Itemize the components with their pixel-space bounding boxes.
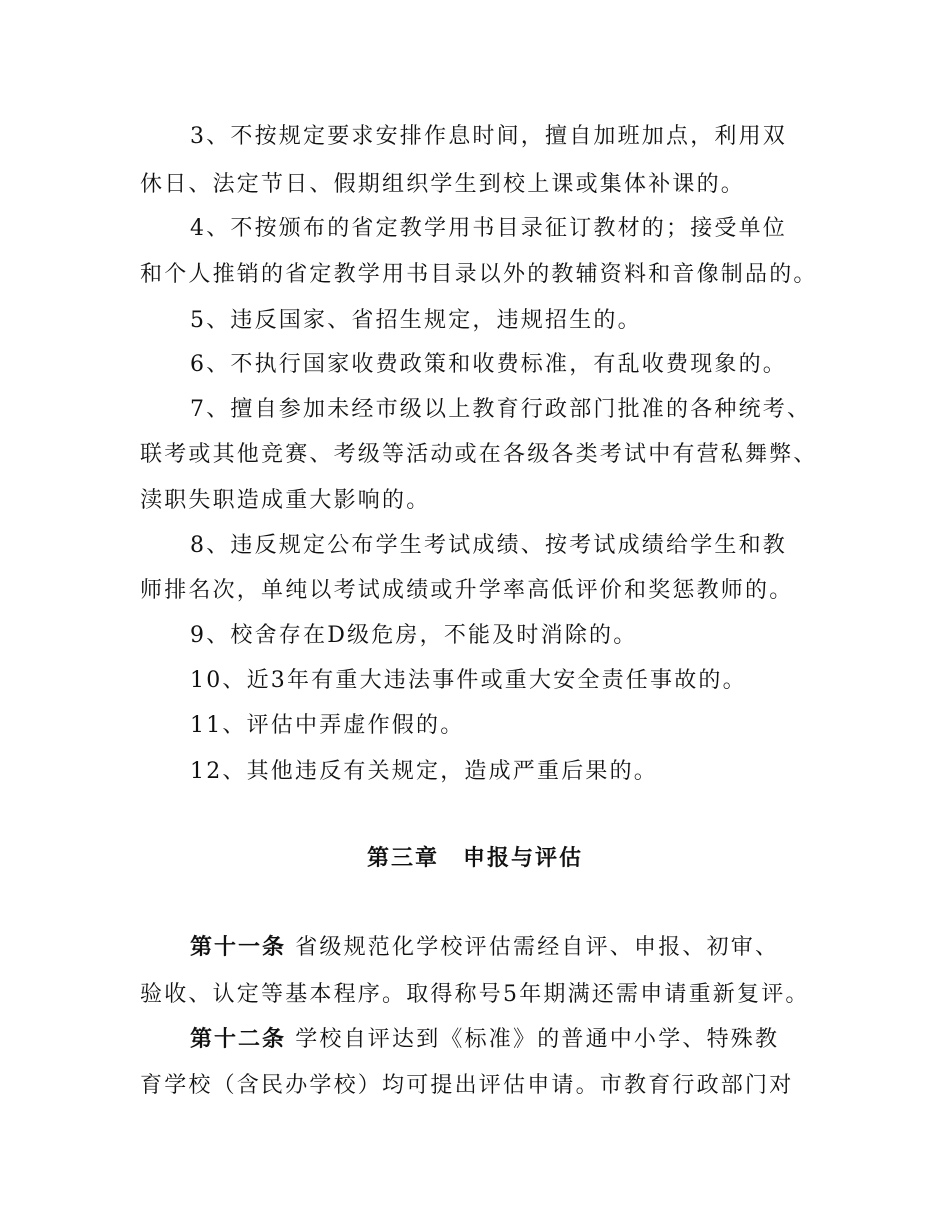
item-3-line-2: 休日、法定节日、假期组织学生到校上课或集体补课的。 bbox=[140, 172, 746, 197]
article-12-text-1: 学校自评达到《标准》的普通中小学、特殊教 bbox=[286, 1027, 780, 1052]
article-11-line-2: 验收、认定等基本程序。取得称号5年期满还需申请重新复评。 bbox=[140, 982, 810, 1007]
item-10: 10、近3年有重大违法事件或重大安全责任事故的。 bbox=[190, 668, 747, 693]
article-11-text-1: 省级规范化学校评估需经自评、申报、初审、 bbox=[286, 935, 780, 960]
item-6: 6、不执行国家收费政策和收费标准，有乱收费现象的。 bbox=[190, 352, 787, 377]
article-11-line-1 bbox=[190, 933, 779, 963]
item-12: 12、其他违反有关规定，造成严重后果的。 bbox=[190, 759, 658, 784]
item-7-line-1: 7、擅自参加未经市级以上教育行政部门批准的各种统考、 bbox=[190, 397, 812, 422]
item-4-line-2: 和个人推销的省定教学用书目录以外的教辅资料和音像制品的。 bbox=[140, 262, 818, 287]
chapter-heading: 第三章 申报与评估 bbox=[366, 846, 583, 871]
item-8-line-2: 师排名次，单纯以考试成绩或升学率高低评价和奖惩教师的。 bbox=[140, 578, 794, 603]
article-12-title: 第十二条 bbox=[190, 1027, 287, 1052]
item-8-line-1: 8、违反规定公布学生考试成绩、按考试成绩给学生和教 bbox=[190, 533, 787, 558]
article-11-title: 第十一条 bbox=[190, 935, 287, 960]
item-7-line-2: 联考或其他竞赛、考级等活动或在各级各类考试中有营私舞弊、 bbox=[140, 442, 818, 467]
item-7-line-3: 渎职失职造成重大影响的。 bbox=[140, 488, 431, 513]
item-5: 5、违反国家、省招生规定，违规招生的。 bbox=[190, 308, 642, 333]
article-12-line-2: 育学校（含民办学校）均可提出评估申请。市教育行政部门对 bbox=[140, 1073, 794, 1098]
item-3-line-1: 3、不按规定要求安排作息时间，擅自加班加点，利用双 bbox=[190, 124, 787, 149]
item-11: 11、评估中弄虚作假的。 bbox=[190, 713, 465, 738]
item-4-line-1: 4、不按颁布的省定教学用书目录征订教材的；接受单位 bbox=[190, 216, 787, 241]
article-12-line-1 bbox=[190, 1025, 779, 1055]
item-9: 9、校舍存在D级危房，不能及时消除的。 bbox=[190, 623, 638, 648]
